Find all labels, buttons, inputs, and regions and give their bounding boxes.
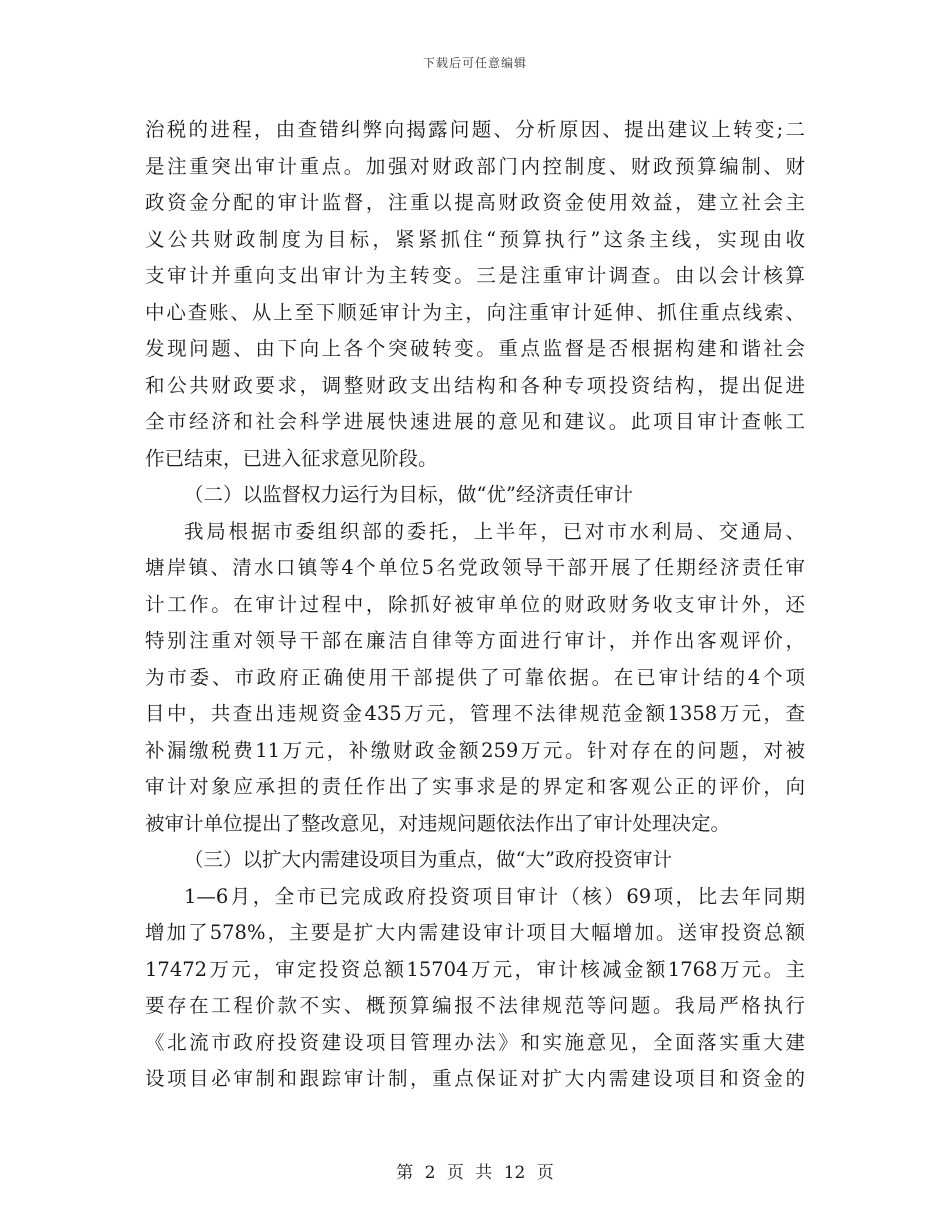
text-line: 塘岸镇、清水口镇等4个单位5名党政领导干部开展了任期经济责任审 bbox=[145, 556, 805, 579]
paragraph-1 bbox=[145, 112, 805, 477]
paragraph-2 bbox=[145, 514, 805, 843]
text-line: 发现问题、由下向上各个突破转变。重点监督是否根据构建和谐社会 bbox=[145, 337, 805, 360]
text-line: 治税的进程，由查错纠弊向揭露问题、分析原因、提出建议上转变;二 bbox=[145, 118, 805, 141]
text-line: 义公共财政制度为目标，紧紧抓住“预算执行”这条主线，实现由收 bbox=[145, 227, 805, 251]
section-heading-2: （二）以监督权力运行为目标，做“优”经济责任审计 bbox=[184, 483, 633, 506]
text-line: 和公共财政要求，调整财政支出结构和各种专项投资结构，提出促进 bbox=[145, 373, 805, 397]
text-line: 目中，共查出违规资金435万元，管理不法律规范金额1358万元，查 bbox=[145, 702, 805, 725]
text-line: 《北流市政府投资建设项目管理办法》和实施意见，全面落实重大建 bbox=[145, 1030, 805, 1054]
text-line: 全市经济和社会科学进展快速进展的意见和建议。此项目审计查帐工 bbox=[145, 410, 805, 433]
page-number: 第 2 页 共 12 页 bbox=[396, 1163, 554, 1183]
text-line: 被审计单位提出了整改意见，对违规问题依法作出了审计处理决定。 bbox=[145, 811, 731, 835]
section-heading-3: （三）以扩大内需建设项目为重点，做“大”政府投资审计 bbox=[184, 848, 672, 871]
document-body bbox=[145, 112, 805, 1098]
text-line: 要存在工程价款不实、概预算编报不法律规范等问题。我局严格执行 bbox=[145, 994, 805, 1017]
text-line: 设项目必审制和跟踪审计制，重点保证对扩大内需建设项目和资金的 bbox=[145, 1067, 805, 1090]
text-line: 作已结束，已进入征求意见阶段。 bbox=[145, 446, 438, 470]
text-line: 补漏缴税费11万元，补缴财政金额259万元。针对存在的问题，对被 bbox=[145, 738, 805, 762]
text-line: 审计对象应承担的责任作出了实事求是的界定和客观公正的评价，向 bbox=[145, 775, 805, 798]
text-line: 为市委、市政府正确使用干部提供了可靠依据。在已审计结的4个项 bbox=[145, 665, 805, 689]
text-line: 中心查账、从上至下顺延审计为主，向注重审计延伸、抓住重点线索、 bbox=[145, 300, 805, 324]
text-line: 支审计并重向支出审计为主转变。三是注重审计调查。由以会计核算 bbox=[145, 264, 805, 287]
page-header: 下载后可任意编辑 bbox=[422, 56, 527, 70]
text-line: 我局根据市委组织部的委托，上半年，已对市水利局、交通局、 bbox=[184, 519, 805, 543]
text-line: 计工作。在审计过程中，除抓好被审单位的财政财务收支审计外，还 bbox=[145, 592, 805, 616]
text-line: 政资金分配的审计监督，注重以提高财政资金使用效益，建立社会主 bbox=[145, 191, 805, 214]
text-line: 17472万元，审定投资总额15704万元，审计核减金额1768万元。主 bbox=[145, 957, 805, 981]
text-line: 是注重突出审计重点。加强对财政部门内控制度、财政预算编制、财 bbox=[145, 154, 805, 178]
text-line: 1—6月，全市已完成政府投资项目审计（核）69项，比去年同期 bbox=[184, 884, 805, 908]
paragraph-3 bbox=[145, 879, 805, 1098]
text-line: 增加了578%，主要是扩大内需建设审计项目大幅增加。送审投资总额 bbox=[145, 921, 805, 944]
text-line: 特别注重对领导干部在廉洁自律等方面进行审计，并作出客观评价， bbox=[145, 629, 805, 652]
